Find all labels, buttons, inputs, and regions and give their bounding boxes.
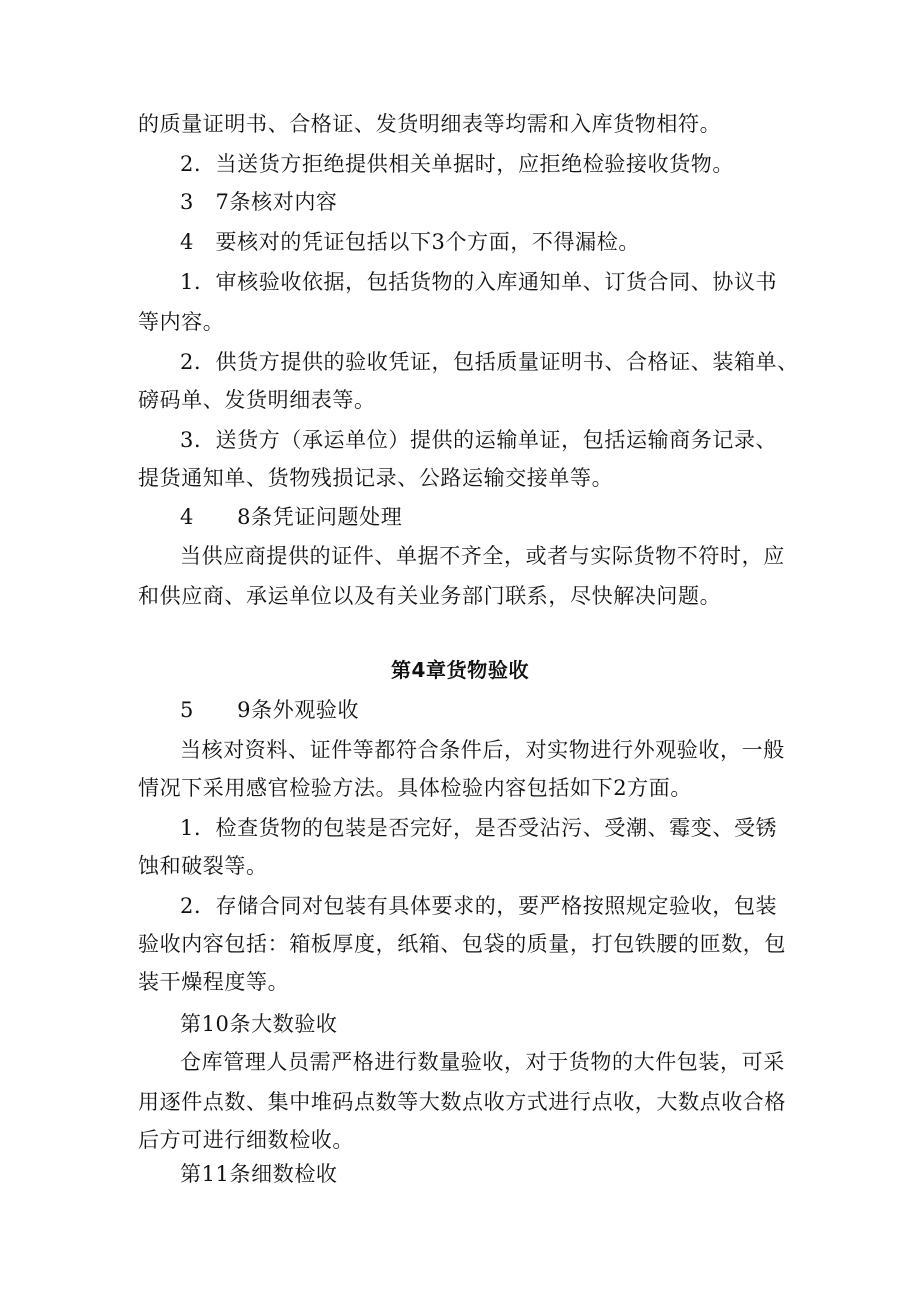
article-heading: 第10条大数验收 (180, 1012, 338, 1036)
text-line: 仓库管理人员需严格进行数量验收，对于货物的大件包装，可采 (180, 1050, 785, 1074)
text-line: 磅码单、发货明细表等。 (138, 388, 376, 412)
text-line: 用逐件点数、集中堆码点数等大数点收方式进行点收，大数点收合格 (138, 1090, 786, 1114)
article-heading: 3 7条核对内容 (180, 190, 338, 214)
chapter-heading: 第4章货物验收 (390, 658, 530, 682)
text-line: 和供应商、承运单位以及有关业务部门联系，尽快解决问题。 (138, 584, 722, 608)
text-line: 2．供货方提供的验收凭证，包括质量证明书、合格证、装箱单、 (180, 350, 799, 374)
text-line: 装干燥程度等。 (138, 970, 290, 994)
text-line: 后方可进行细数检收。 (138, 1128, 354, 1152)
text-line: 提货通知单、货物残损记录、公路运输交接单等。 (138, 466, 614, 490)
article-heading: 第11条细数检收 (180, 1162, 338, 1186)
text-line: 的质量证明书、合格证、发货明细表等均需和入库货物相符。 (138, 112, 722, 136)
article-heading: 5 9条外观验收 (180, 698, 360, 722)
text-line: 当供应商提供的证件、单据不齐全，或者与实际货物不符时，应 (180, 544, 785, 568)
text-line: 蚀和破裂等。 (138, 854, 268, 878)
text-line: 情况下采用感官检验方法。具体检验内容包括如下2方面。 (138, 776, 692, 800)
text-line: 4 要核对的凭证包括以下3个方面，不得漏检。 (180, 230, 640, 254)
text-line: 1．检查货物的包装是否完好，是否受沾污、受潮、霉变、受锈 (180, 816, 778, 840)
text-line: 当核对资料、证件等都符合条件后，对实物进行外观验收，一般 (180, 738, 785, 762)
text-line: 2．存储合同对包装有具体要求的，要严格按照规定验收，包装 (180, 894, 778, 918)
text-line: 2．当送货方拒绝提供相关单据时，应拒绝检验接收货物。 (180, 152, 734, 176)
text-line: 1．审核验收依据，包括货物的入库通知单、订货合同、协议书 (180, 270, 778, 294)
text-line: 验收内容包括：箱板厚度，纸箱、包袋的质量，打包铁腰的匝数，包 (138, 932, 786, 956)
article-heading: 4 8条凭证问题处理 (180, 505, 403, 529)
text-line: 3．送货方（承运单位）提供的运输单证，包括运输商务记录、 (180, 428, 778, 452)
text-line: 等内容。 (138, 310, 225, 334)
